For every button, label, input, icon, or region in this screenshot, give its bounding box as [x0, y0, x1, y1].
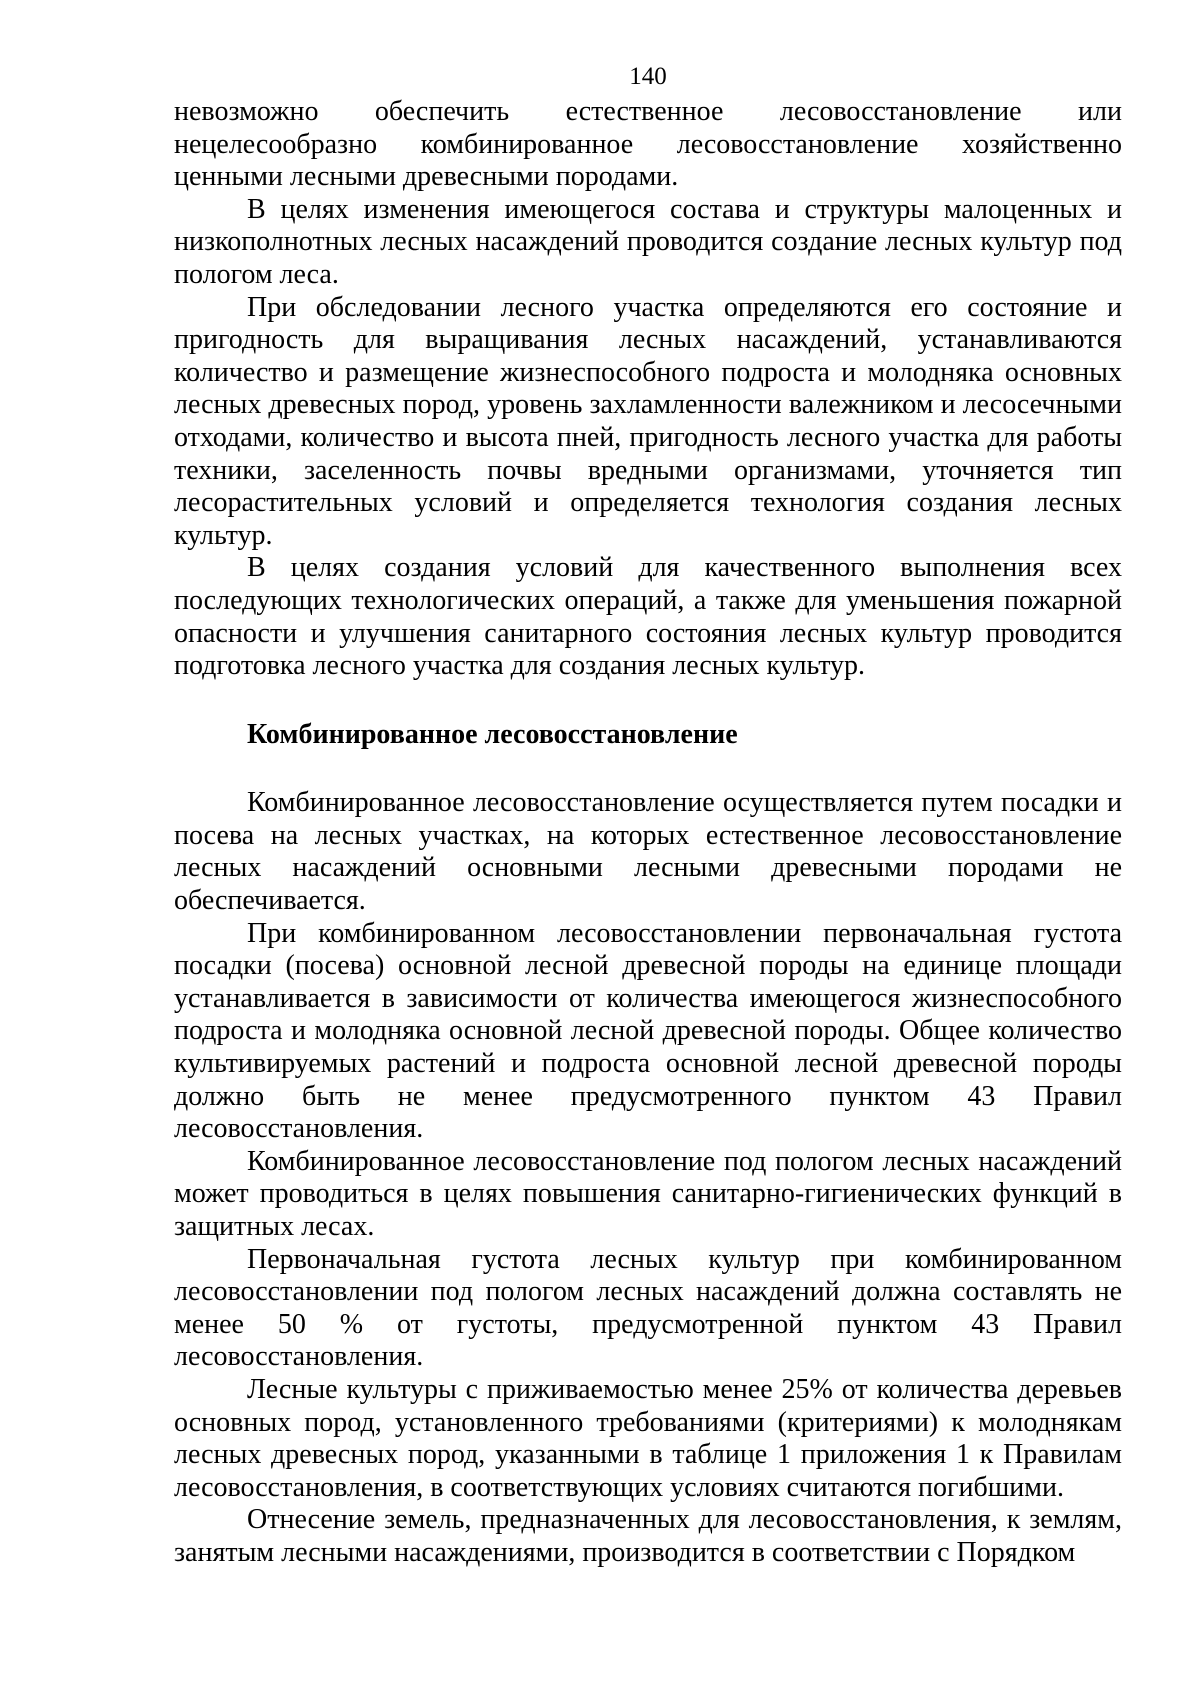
paragraph: В целях изменения имеющегося состава и структуры малоценных и низкополнотных лесных насаждений проводится создание лесных культур под пологом леса. — [174, 193, 1122, 290]
paragraph: Лесные культуры с приживаемостью менее 25% от количества деревьев основных пород, установленного требованиями (критериями) к молоднякам лесных древесных пород, указанными в таблице 1 приложения 1 к Правилам лесовосстановления, в соответствующих условиях считаются погибшими. — [174, 1373, 1122, 1503]
section-heading: Комбинированное лесовосстановление — [247, 718, 738, 750]
paragraph: Отнесение земель, предназначенных для лесовосстановления, к землям, занятым лесными насаждениями, производится в соответствии с Порядком — [174, 1504, 1122, 1568]
paragraph: При обследовании лесного участка определяются его состояние и пригодность для выращивания лесных насаждений, устанавливаются количество и размещение жизнеспособного подроста и молодняка основных лесных древесных пород, уровень захламленности валежником и лесосечными отходами, количество и высота пней, пригодность лесного участка для работы техники, заселенность почвы вредными организмами, уточняется тип лесорастительных условий и определяется технология создания лесных культур. — [174, 291, 1122, 551]
paragraph: При комбинированном лесовосстановлении первоначальная густота посадки (посева) основной лесной древесной породы на единице площади устанавливается в зависимости от количества имеющегося жизнеспособного подроста и молодняка основной лесной древесной породы. Общее количество культивируемых растений и подроста основной лесной древесной породы должно быть не менее предусмотренного пунктом 43 Правил лесовосстановления. — [174, 917, 1122, 1145]
paragraph: невозможно обеспечить естественное лесовосстановление или нецелесообразно комбинированное лесовосстановление хозяйственно ценными лесными древесными породами. — [174, 96, 1122, 193]
page-number: 140 — [629, 63, 667, 90]
paragraph: Первоначальная густота лесных культур при комбинированном лесовосстановлении под пологом лесных насаждений должна составлять не менее 50 % от густоты, предусмотренной пунктом 43 Правил лесовосстановления. — [174, 1243, 1122, 1373]
paragraph: Комбинированное лесовосстановление под пологом лесных насаждений может проводиться в целях повышения санитарно-гигиенических функций в защитных лесах. — [174, 1145, 1122, 1242]
document-page — [174, 62, 1122, 1570]
paragraph: В целях создания условий для качественного выполнения всех последующих технологических операций, а также для уменьшения пожарной опасности и улучшения санитарного состояния лесных культур проводится подготовка лесного участка для создания лесных культур. — [174, 552, 1122, 682]
paragraph: Комбинированное лесовосстановление осуществляется путем посадки и посева на лесных участках, на которых естественное лесовосстановление лесных насаждений основными лесными древесными породами не обеспечивается. — [174, 787, 1122, 917]
